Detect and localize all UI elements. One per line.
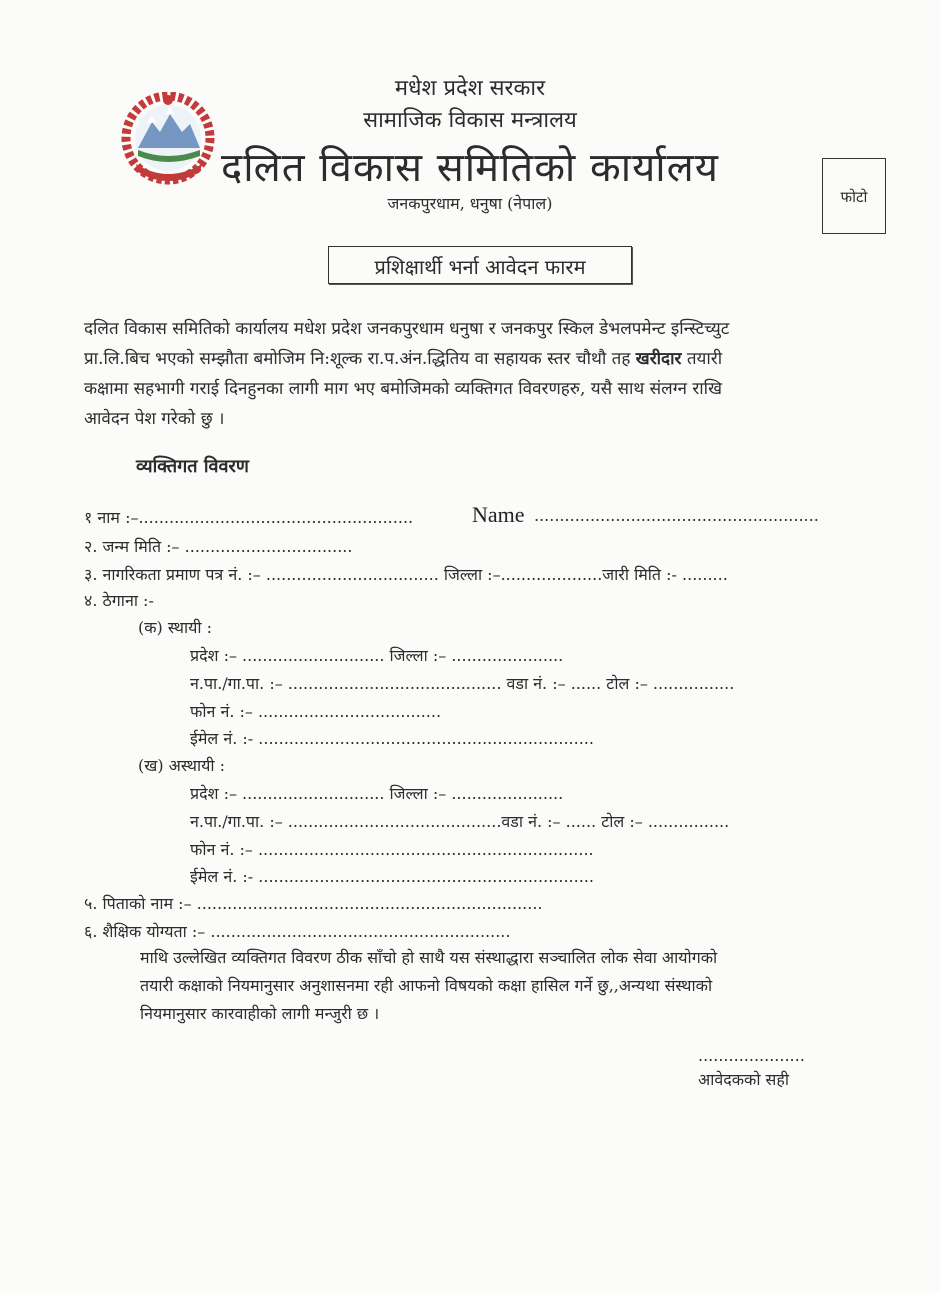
form-title: प्रशिक्षार्थी भर्ना आवेदन फारम (374, 255, 586, 279)
declaration-line-1: माथि उल्लेखित व्यक्तिगत विवरण ठीक साँचो हो साथै यस संस्थाद्धारा सञ्चालित लोक सेवा आयोगको (140, 948, 718, 967)
perm-province: प्रदेश :– ............................ जिल्ला :– ...................... (190, 646, 564, 665)
declaration-line-3: नियमानुसार कारवाहीको लागी मन्जुरी छ । (140, 1004, 380, 1023)
field-father-name: ५. पिताको नाम :– .................................................................... (84, 894, 543, 913)
temp-province: प्रदेश :– ............................ जिल्ला :– ...................... (190, 784, 564, 803)
nepal-emblem-icon (120, 92, 216, 188)
temp-phone: फोन नं. :– .................................................................. (190, 840, 594, 859)
temp-email: ईमेल नं. :- .................................................................. (190, 867, 594, 886)
intro-line-2: प्रा.लि.बिच भएको सम्झौता बमोजिम नि:शूल्क रा.प.अंन.द्धितिय वा सहायक स्तर चौथौ तह खरीदार तयारी (84, 349, 723, 369)
temp-municipality: न.पा./गा.पा. :– ..........................................वडा नं. :– ...... टोल :– ................ (190, 812, 730, 831)
perm-email: ईमेल नं. :- .................................................................. (190, 729, 594, 748)
govt-line: मधेश प्रदेश सरकार (394, 76, 546, 101)
signature-line: ..................... (698, 1046, 805, 1065)
perm-address-label: (क) स्थायी : (138, 618, 213, 637)
intro-line-1: दलित विकास समितिको कार्यालय मधेश प्रदेश जनकपुरधाम धनुषा र जनकपुर स्किल डेभलपमेन्ट इन्स्टिच्युट (84, 319, 730, 339)
section-heading: व्यक्तिगत विवरण (136, 456, 249, 477)
name-value: Name (472, 502, 525, 527)
temp-address-label: (ख) अस्थायी : (138, 756, 226, 775)
perm-phone: फोन नं. :– .................................... (190, 702, 442, 721)
form-title-box (328, 246, 632, 284)
photo-label: फोटो (840, 188, 868, 206)
intro-bold-word: खरीदार (635, 349, 682, 369)
field-address: ४. ठेगाना :- (84, 591, 154, 610)
field-dob: २. जन्म मिति :– ................................. (84, 537, 353, 556)
ministry-line: सामाजिक विकास मन्त्रालय (363, 108, 577, 133)
field-name: १ नाम :–...................................................... (84, 508, 414, 527)
signature-label: आवेदकको सही (698, 1070, 790, 1089)
field-citizenship: ३. नागरिकता प्रमाण पत्र नं. :– .................................. जिल्ला :–....................जारी मिति :- ......... (84, 565, 728, 584)
intro-line-3: कक्षामा सहभागी गराई दिनहुनका लागी माग भए बमोजिमको व्यक्तिगत विवरणहरु, यसै साथ संलग्न राखि (84, 379, 722, 399)
perm-municipality: न.पा./गा.पा. :– .......................................... वडा नं. :– ...... टोल :– ................ (190, 674, 735, 693)
field-name-tail: ........................................................ (534, 506, 819, 525)
declaration-line-2: तयारी कक्षाको नियमानुसार अनुशासनमा रही आफनो विषयको कक्षा हासिल गर्ने छु,,अन्यथा संस्थाको (140, 976, 713, 995)
photo-box (822, 158, 886, 234)
field-education: ६. शैक्षिक योग्यता :– ........................................................... (84, 922, 511, 941)
office-address: जनकपुरधाम, धनुषा (नेपाल) (387, 194, 553, 213)
intro-line-4: आवेदन पेश गरेको छु । (84, 409, 225, 429)
office-name: दलित विकास समितिको कार्यालय (221, 145, 719, 191)
